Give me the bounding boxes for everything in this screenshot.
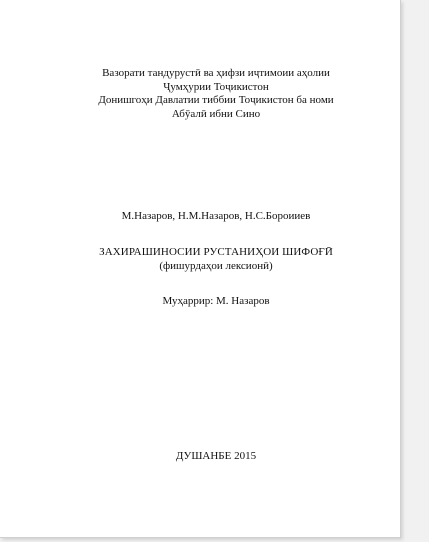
document-title: ЗАХИРАШИНОСИИ РУСТАНИҲОИ ШИФОҒӢ bbox=[99, 246, 333, 258]
authors bbox=[0, 210, 429, 224]
institution-header bbox=[0, 67, 429, 121]
editor bbox=[0, 295, 429, 309]
title-block bbox=[0, 246, 429, 273]
editor-text: Муҳаррир: М. Назаров bbox=[162, 295, 270, 307]
institution-line-3: Донишгоҳи Давлатии тиббии Тоҷикистон ба номи bbox=[98, 94, 334, 106]
institution-line-1: Вазорати тандурустӣ ва ҳифзи иҷтимоии аҳолии bbox=[102, 67, 330, 79]
institution-line-4: Абӯалӣ ибни Сино bbox=[171, 107, 261, 120]
city-year-text: ДУШАНБЕ 2015 bbox=[175, 450, 257, 462]
institution-line-2: Ҷумҳурии Тоҷикистон bbox=[163, 80, 269, 93]
authors-text: М.Назаров, Н.М.Назаров, Н.С.Бороииев bbox=[121, 210, 311, 222]
document-subtitle: (фишурдаҳои лексионӣ) bbox=[159, 259, 273, 272]
city-year bbox=[0, 450, 429, 464]
